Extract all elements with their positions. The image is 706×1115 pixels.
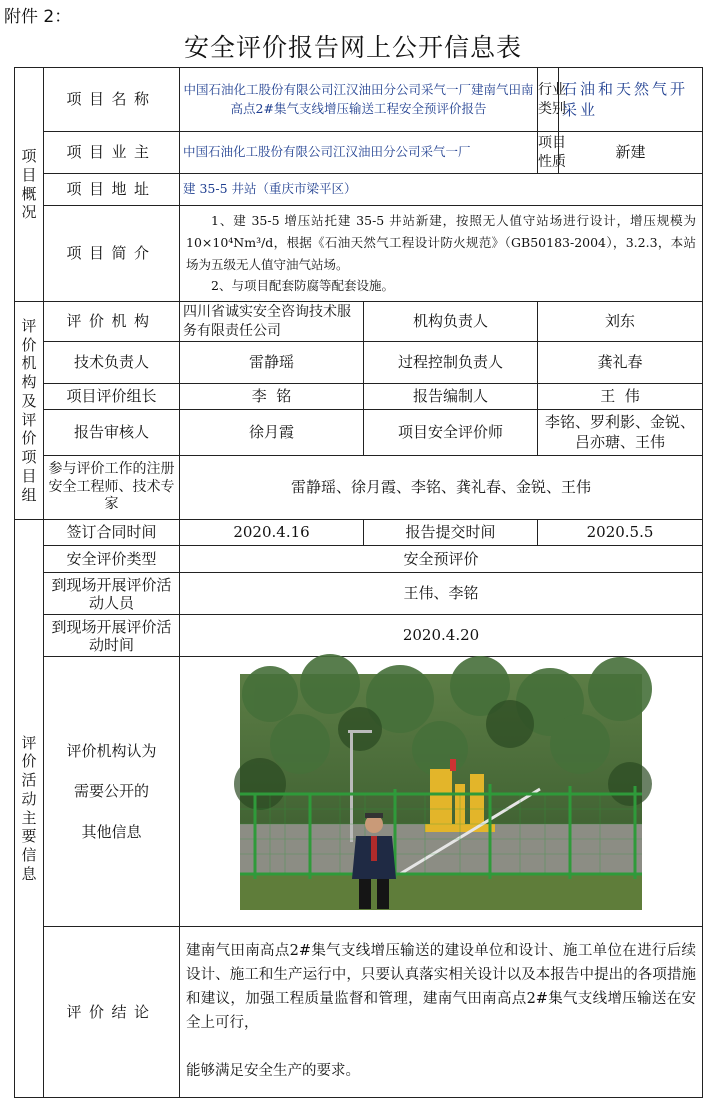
project-address-value: 建 35-5 井站（重庆市梁平区） [180, 174, 703, 206]
tech-lead-label: 技术负责人 [44, 342, 180, 384]
section-activity: 评价活动主要信息 [15, 520, 44, 1098]
conclusion-value [180, 927, 703, 1098]
group-leader-value: 李 铭 [180, 384, 364, 410]
project-intro-value [180, 206, 703, 302]
other-info-label: 评价机构认为 需要公开的 其他信息 [44, 657, 180, 927]
intro-paragraph-1: 1、建 35-5 增压站托建 35-5 井站新建，按照无人值守站场进行设计，增压规模为 10×10⁴Nm³/d，根据《石油天然气工程设计防火规范》（GB50183-2004），3.2.3，本站场为五级无人值守油气站场。 [186, 212, 697, 272]
conclusion-label: 评价结论 [44, 927, 180, 1098]
project-name-value: 中国石油化工股份有限公司江汉油田分公司采气一厂建南气田南高点2#集气支线增压输送工程安全预评价报告 [180, 68, 538, 132]
project-intro-label: 项目简介 [44, 206, 180, 302]
conclusion-text: 建南气田南高点2#集气支线增压输送的建设单位和设计、施工单位在进行后续设计、施工和生产运行中，只要认真落实相关设计以及本报告中提出的各项措施和建议，加强工程质量监督和管理，建南气田南高点2#集气支线增压输送在安全上可行， [186, 943, 697, 1031]
contract-time-label: 签订合同时间 [44, 520, 180, 546]
assessor-label: 项目安全评价师 [364, 410, 538, 456]
site-photo-cell [180, 657, 703, 927]
site-staff-label: 到现场开展评价活动人员 [44, 573, 180, 615]
agency-value: 四川省诚实安全咨询技术服务有限责任公司 [180, 302, 364, 342]
site-time-label: 到现场开展评价活动时间 [44, 615, 180, 657]
report-author-label: 报告编制人 [364, 384, 538, 410]
engineers-label: 参与评价工作的注册安全工程师、技术专家 [44, 456, 180, 520]
project-owner-value: 中国石油化工股份有限公司江汉油田分公司采气一厂 [180, 132, 538, 174]
attachment-label: 附件 2： [4, 7, 72, 27]
process-lead-value: 龚礼春 [538, 342, 703, 384]
site-time-value: 2020.4.20 [180, 615, 703, 657]
agency-head-label: 机构负责人 [364, 302, 538, 342]
submit-time-value: 2020.5.5 [538, 520, 703, 546]
project-address-label: 项目地址 [44, 174, 180, 206]
submit-time-label: 报告提交时间 [364, 520, 538, 546]
site-photo [240, 674, 642, 910]
report-reviewer-label: 报告审核人 [44, 410, 180, 456]
project-nature-value: 新建 [559, 132, 703, 174]
eval-type-label: 安全评价类型 [44, 546, 180, 573]
section-org: 评价机构及评价项目组 [15, 302, 44, 520]
page-title: 安全评价报告网上公开信息表 [183, 33, 522, 62]
contract-time-value: 2020.4.16 [180, 520, 364, 546]
agency-head-value: 刘东 [538, 302, 703, 342]
project-owner-label: 项目业主 [44, 132, 180, 174]
project-name-label: 项目名称 [44, 68, 180, 132]
industry-label: 行业类别 [538, 68, 559, 132]
section-overview: 项目概况 [15, 68, 44, 302]
eval-type-value: 安全预评价 [180, 546, 703, 573]
tech-lead-value: 雷静瑶 [180, 342, 364, 384]
assessor-value: 李铭、罗利影、金锐、吕亦瑭、王伟 [538, 410, 703, 456]
report-reviewer-value: 徐月霞 [180, 410, 364, 456]
info-table [14, 67, 703, 1098]
report-author-value: 王 伟 [538, 384, 703, 410]
intro-paragraph-2: 2、与项目配套防腐等配套设施。 [211, 278, 394, 294]
project-nature-label: 项目性质 [538, 132, 559, 174]
industry-value: 石油和天然气开采业 [559, 68, 703, 132]
site-staff-value: 王伟、李铭 [180, 573, 703, 615]
engineers-value: 雷静瑶、徐月霞、李铭、龚礼春、金锐、王伟 [180, 456, 703, 520]
conclusion-tail: 能够满足安全生产的要求。 [186, 1062, 360, 1079]
group-leader-label: 项目评价组长 [44, 384, 180, 410]
agency-label: 评价机构 [44, 302, 180, 342]
process-lead-label: 过程控制负责人 [364, 342, 538, 384]
